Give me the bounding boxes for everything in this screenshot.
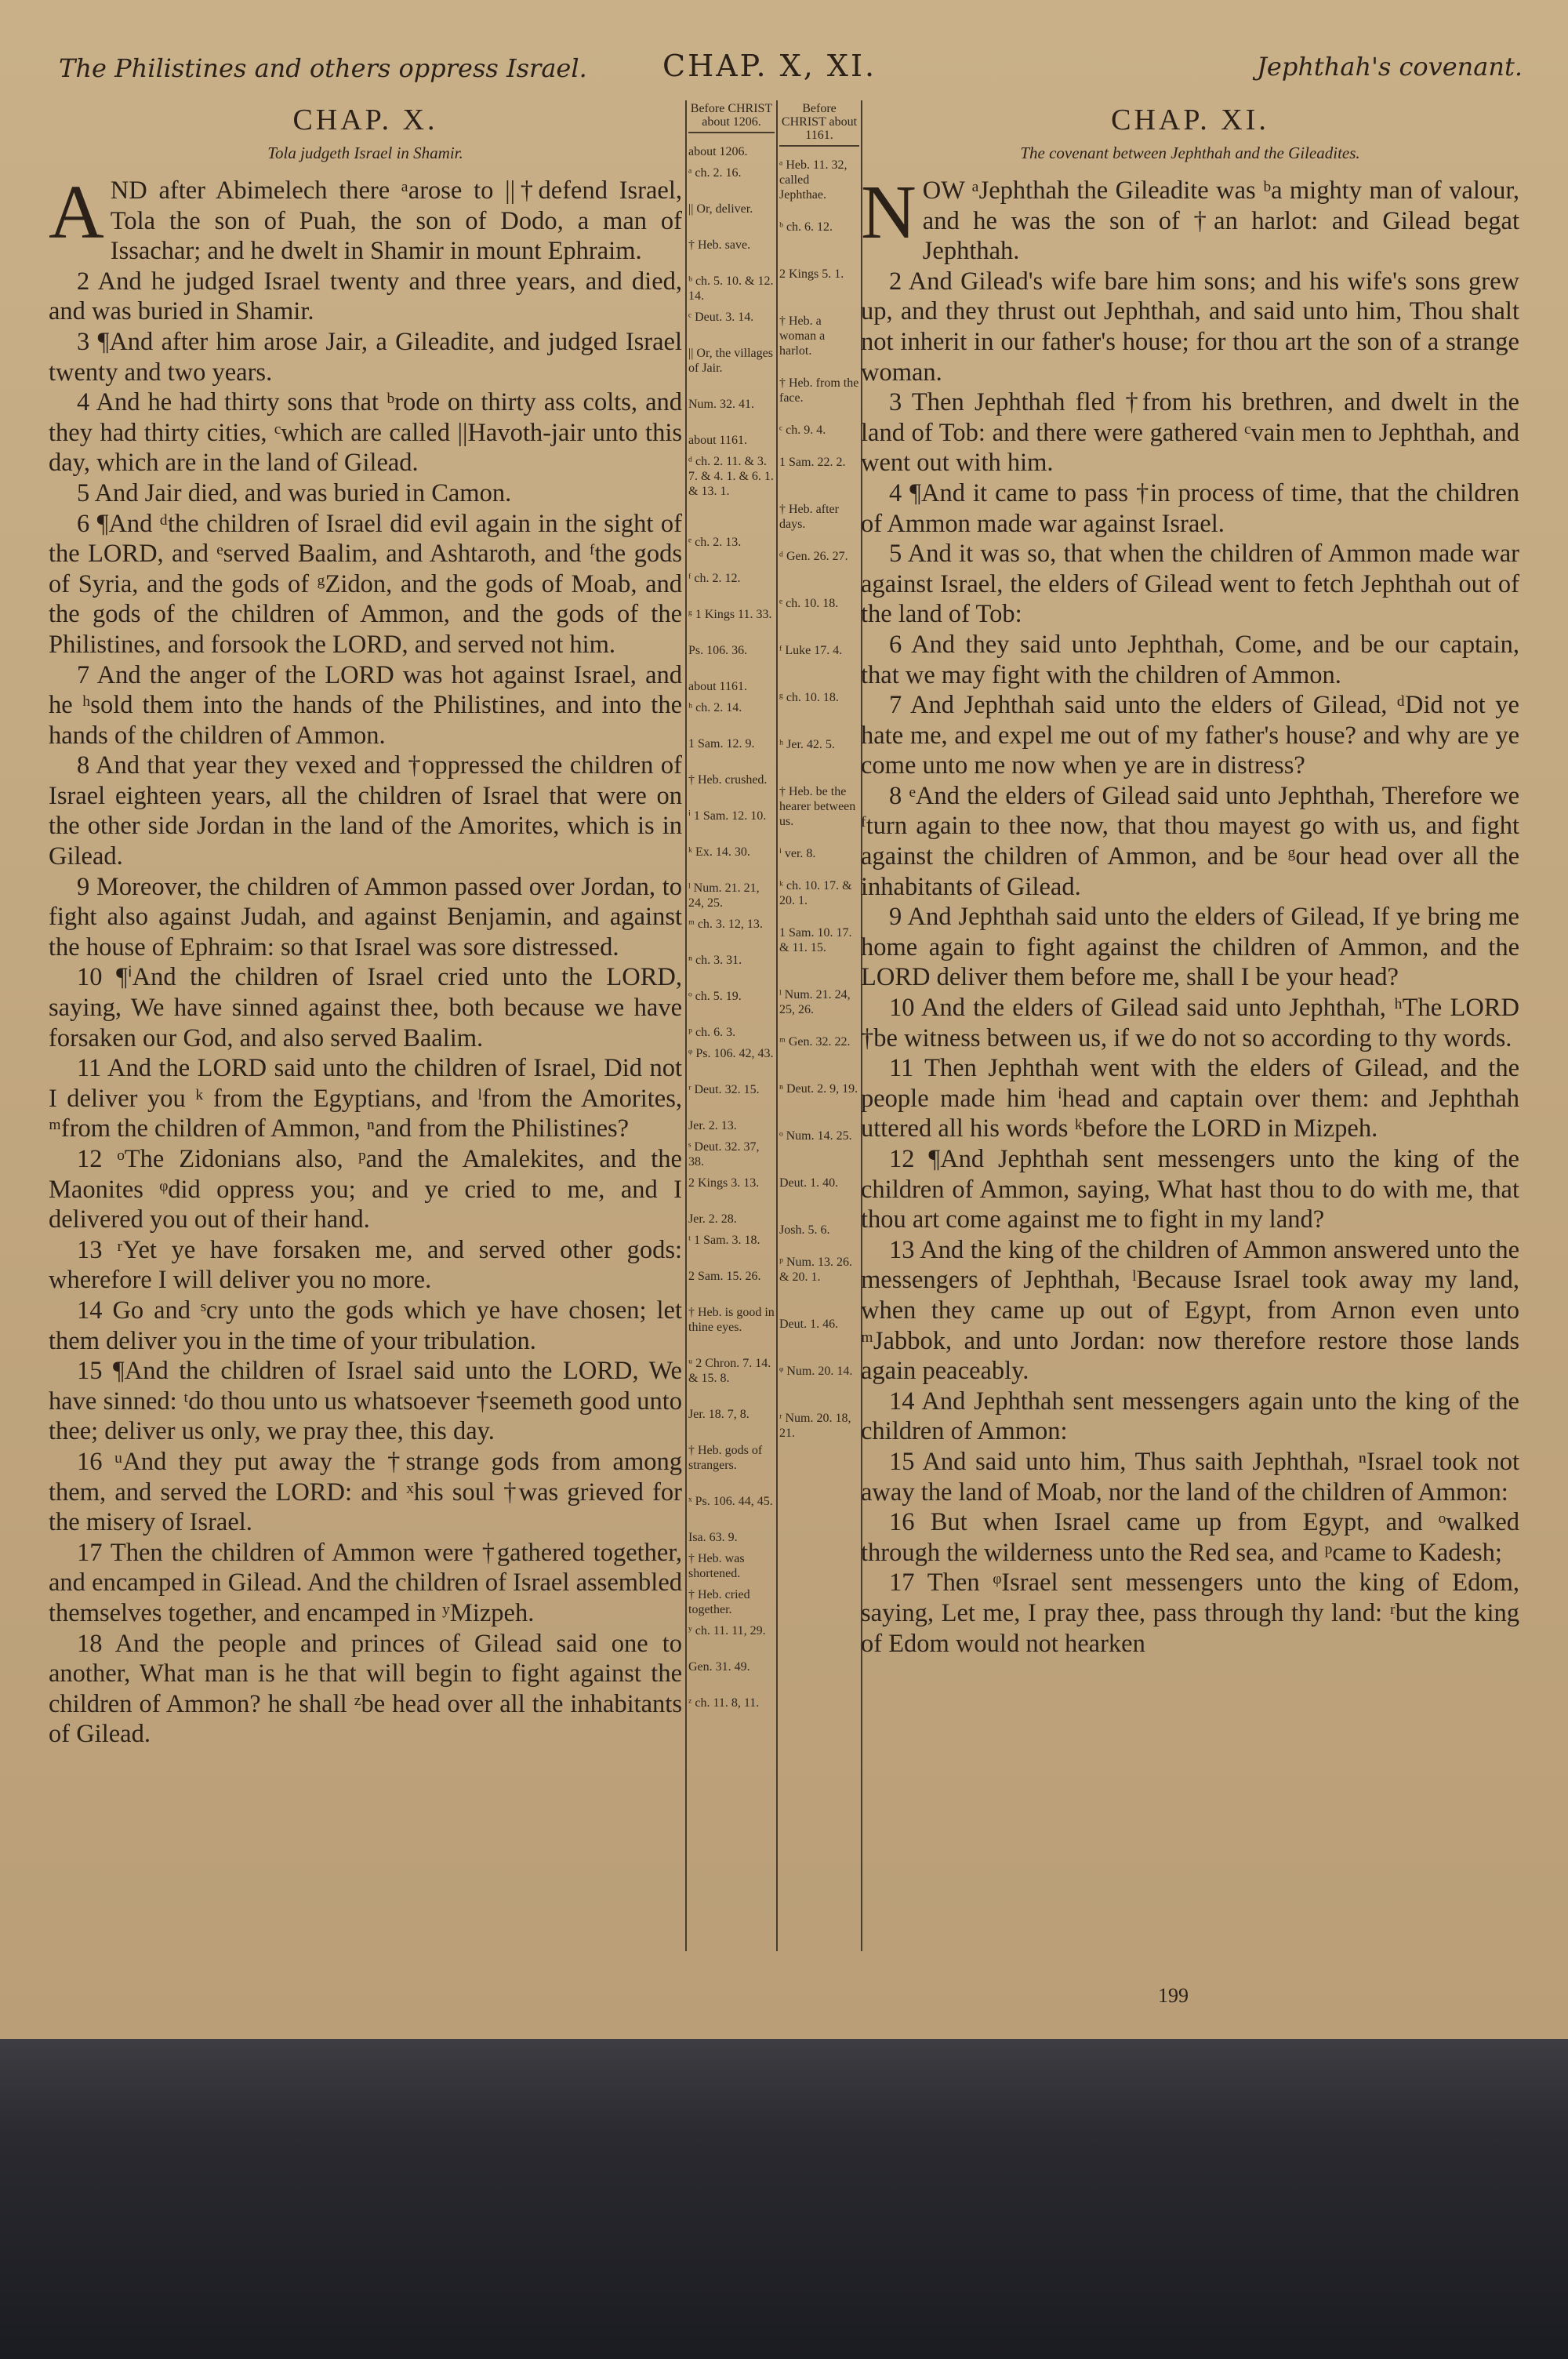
drop-cap: A [49,170,104,255]
verse: 10 And the elders of Gilead said unto Jephthah, ʰThe LORD †be witness between us, if we do not so according to thy words. [861,994,1519,1052]
margin-note: ᵐ Gen. 32. 22. [779,1035,851,1049]
chapter-11-title: CHAP. XI. [1111,104,1269,136]
margin-note: 2 Kings 5. 1. [779,267,844,281]
drop-cap: N [861,170,916,255]
verse: 13 And the king of the children of Ammon answered unto the messengers of Jephthah, ˡBecause Israel took away my land, when they came up out of Egypt, from Arnon even unto ᵐJabbok, and unto Jordan: now therefore restore those lands again peaceably. [861,1235,1519,1386]
verse-text: OW ᵃJephthah the Gileadite was ᵇa mighty man of valour, and he was the son of †an harlot: and Gilead begat Jephthah. [922,176,1519,266]
page-number: 199 [1158,1984,1189,2007]
verse: 5 And Jair died, and was buried in Camon. [77,478,512,507]
margin-note: Ps. 106. 36. [688,644,748,657]
margin-note: ᵇ ch. 5. 10. & 12. 14. [688,274,774,303]
margin-note: ⁿ Deut. 2. 9, 19. [779,1082,858,1096]
margin-note: || Or, the villages of Jair. [688,347,773,375]
verse: 10 ¶ⁱAnd the children of Israel cried unto the LORD, saying, We have sinned against thee, both because we have forsaken our God, and also served Baalim. [49,963,682,1052]
margin-note: ᵏ ch. 10. 17. & 20. 1. [779,879,852,907]
margin-note: ᵘ 2 Chron. 7. 14. & 15. 8. [688,1357,771,1385]
verse: 2 And he judged Israel twenty and three years, and died, and was buried in Shamir. [49,267,682,326]
margin-note: ᶠ Luke 17. 4. [779,644,843,657]
margin-header: Before CHRIST about 1206. [688,102,775,133]
verse: 14 Go and ˢcry unto the gods which ye have chosen; let them deliver you in the time of your tribulation. [49,1296,682,1355]
margin-note: || Or, deliver. [688,202,753,216]
margin-note: ᵒ ch. 5. 19. [688,990,742,1003]
verse: 2 And Gilead's wife bare him sons; and his wife's sons grew up, and they thrust out Jephthah, and said unto him, Thou shalt not inherit in our father's house; for thou art the son of a strange woman. [861,267,1519,387]
background-shadow [0,2039,1568,2359]
chapter-10-column [49,102,682,1750]
margin-note: ᵉ ch. 2. 13. [688,536,742,549]
margin-note: ʰ Jer. 42. 5. [779,738,835,751]
verse: 12 ᵒThe Zidonians also, ᵖand the Amalekites, and the Maonites ᵠdid oppress you; and ye cried to me, and I delivered you out of their hand. [49,1145,682,1234]
margin-note: † Heb. gods of strangers. [688,1444,763,1472]
margin-note: † Heb. is good in thine eyes. [688,1306,775,1334]
margin-note: Isa. 63. 9. [688,1531,738,1544]
chapter-11-column [861,102,1519,1659]
margin-references-left [688,102,775,1710]
verse: 6 And they said unto Jephthah, Come, and be our captain, that we may fight with the children of Ammon. [861,630,1519,689]
margin-note: ᵇ ch. 6. 12. [779,220,833,234]
verse: 4 And he had thirty sons that ᵇrode on thirty ass colts, and they had thirty cities, ᶜwhich are called ||Havoth-jair unto this day, which are in the land of Gilead. [49,388,682,478]
margin-note: ⁱ ver. 8. [779,847,816,860]
verse: 11 Then Jephthah went with the elders of Gilead, and the people made him ⁱhead and captain over them: and Jephthah uttered all his words ᵏbefore the LORD in Mizpeh. [861,1054,1519,1143]
margin-note: about 1161. [688,434,747,447]
verse: 3 ¶And after him arose Jair, a Gileadite, and judged Israel twenty and two years. [49,327,682,387]
margin-note: Jer. 2. 13. [688,1119,737,1132]
margin-note: ᵈ ch. 2. 11. & 3. 7. & 4. 1. & 6. 1. & 13. 1. [688,455,774,498]
verse: 11 And the LORD said unto the children of Israel, Did not I deliver you ᵏ from the Egyptians, and ˡfrom the Amorites, ᵐfrom the children of Ammon, ⁿand from the Philistines? [49,1054,682,1143]
chapter-10-title: CHAP. X. [292,104,438,136]
margin-header: Before CHRIST about 1161. [779,102,859,147]
margin-note: ʳ Num. 20. 18, 21. [779,1412,851,1440]
margin-note: about 1161. [688,680,747,693]
verse: 16 ᵘAnd they put away the †strange gods from among them, and served the LORD: and ˣhis soul †was grieved for the misery of Israel. [49,1447,682,1537]
verse: 7 And Jephthah said unto the elders of Gilead, ᵈDid not ye hate me, and expel me out of my father's house? and why are ye come unto me now when ye are in distress? [861,691,1519,780]
margin-note: ᵠ Num. 20. 14. [779,1365,853,1378]
chapter-10-summary: Tola judgeth Israel in Shamir. [267,144,463,162]
margin-note: ᵖ ch. 6. 3. [688,1026,736,1039]
verse: 13 ʳYet ye have forsaken me, and served other gods: wherefore I will deliver you no more. [49,1235,682,1295]
margin-note: † Heb. be the hearer between us. [779,785,856,828]
margin-note: ˡ Num. 21. 21, 24, 25. [688,881,760,910]
verse: 7 And the anger of the LORD was hot against Israel, and he ʰsold them into the hands of the Philistines, and into the hands of the children of Ammon. [49,660,682,750]
margin-note: 2 Kings 3. 13. [688,1176,760,1190]
margin-note: ⁿ ch. 3. 31. [688,954,742,967]
margin-note: ⁱ 1 Sam. 12. 10. [688,809,767,823]
margin-note: ᶜ ch. 9. 4. [779,423,826,437]
margin-note: † Heb. cried together. [688,1588,750,1616]
running-head-right: Jephthah's covenant. [1257,52,1523,82]
margin-note: 2 Sam. 15. 26. [688,1270,761,1283]
margin-note: ᵃ ch. 2. 16. [688,166,742,180]
margin-note: ᶻ ch. 11. 8, 11. [688,1696,760,1710]
margin-note: † Heb. crushed. [688,773,768,787]
margin-note: ᵖ Num. 13. 26. & 20. 1. [779,1256,852,1284]
column-rule [685,100,687,1951]
margin-note: about 1206. [688,145,748,158]
column-rule [776,100,778,1951]
margin-note: Gen. 31. 49. [688,1660,750,1674]
running-head [0,49,1568,96]
margin-note: ᵃ Heb. 11. 32, called Jephthae. [779,158,848,202]
margin-note: Deut. 1. 46. [779,1318,839,1331]
margin-note: Deut. 1. 40. [779,1176,839,1190]
margin-note: † Heb. from the face. [779,376,859,405]
margin-note: ᵍ ch. 10. 18. [779,691,839,704]
verse: 17 Then ᵠIsrael sent messengers unto the king of Edom, saying, Let me, I pray thee, pass through thy land: ʳbut the king of Edom would not hearken [861,1568,1519,1658]
chapter-11-summary: The covenant between Jephthah and the Gileadites. [1020,144,1360,162]
verse: 18 And the people and princes of Gilead said one to another, What man is he that will begin to fight against the children of Ammon? he shall ᶻbe head over all the inhabitants of Gilead. [49,1629,682,1749]
verse: 15 And said unto him, Thus saith Jephthah, ⁿIsrael took not away the land of Moab, nor the land of the children of Ammon: [861,1447,1519,1507]
margin-note: ᵒ Num. 14. 25. [779,1129,852,1143]
verse: 8 ᵉAnd the elders of Gilead said unto Jephthah, Therefore we ᶠturn again to thee now, that thou mayest go with us, and fight against the children of Ammon, and be ᵍour head over all the inhabitants of Gilead. [861,781,1519,901]
margin-note: ᵏ Ex. 14. 30. [688,845,750,859]
verse: 4 ¶And it came to pass †in process of time, that the children of Ammon made war against Israel. [861,478,1519,538]
verse [49,170,682,267]
margin-note: ˢ Deut. 32. 37, 38. [688,1140,760,1169]
margin-note: ᶜ Deut. 3. 14. [688,311,754,324]
margin-note: 1 Sam. 12. 9. [688,737,755,751]
margin-note: † Heb. a woman a harlot. [779,314,826,358]
margin-note: † Heb. after days. [779,503,839,531]
verse: 17 Then the children of Ammon were †gathered together, and encamped in Gilead. And the children of Israel assembled themselves together, and encamped in ʸMizpeh. [49,1538,682,1627]
margin-note: † Heb. was shortened. [688,1552,745,1580]
margin-note: ʳ Deut. 32. 15. [688,1083,760,1096]
margin-note: ᵉ ch. 10. 18. [779,597,839,610]
verse: 16 But when Israel came up from Egypt, and ᵒwalked through the wilderness unto the Red sea, and ᵖcame to Kadesh; [861,1508,1519,1567]
margin-note: ᵍ 1 Kings 11. 33. [688,608,772,621]
verse: 8 And that year they vexed and †oppressed the children of Israel eighteen years, all the children of Israel that were on the other side Jordan in the land of the Amorites, which is in Gilead. [49,751,682,871]
verse: 9 Moreover, the children of Ammon passed over Jordan, to fight also against Judah, and against Benjamin, and against the house of Ephraim: so that Israel was sore distressed. [49,872,682,961]
margin-note: † Heb. save. [688,238,751,252]
margin-note: Jer. 18. 7, 8. [688,1408,750,1421]
margin-references-right [779,102,859,1440]
margin-note: ʰ ch. 2. 14. [688,701,742,714]
verse: 15 ¶And the children of Israel said unto the LORD, We have sinned: ᵗdo thou unto us whatsoever †seemeth good unto thee; deliver us only, we pray thee, this day. [49,1357,682,1446]
margin-note: 1 Sam. 22. 2. [779,456,846,469]
margin-note: ˡ Num. 21. 24, 25, 26. [779,988,851,1016]
margin-note: ᵈ Gen. 26. 27. [779,550,848,563]
margin-note: ʸ ch. 11. 11, 29. [688,1624,766,1637]
verse: 3 Then Jephthah fled †from his brethren, and dwelt in the land of Tob: and there were gathered ᶜvain men to Jephthah, and went out with him. [861,388,1519,478]
margin-note: 1 Sam. 10. 17. & 11. 15. [779,926,852,954]
running-head-left: The Philistines and others oppress Israel. [59,53,587,83]
verse-text: ND after Abimelech there ᵃarose to ||†defend Israel, Tola the son of Puah, the son of Dodo, a man of Issachar; and he dwelt in Shamir in mount Ephraim. [110,176,682,266]
verse: 5 And it was so, that when the children of Ammon made war against Israel, the elders of Gilead went to fetch Jephthah out of the land of Tob: [861,540,1519,629]
margin-note: Josh. 5. 6. [779,1223,830,1237]
margin-note: ˣ Ps. 106. 44, 45. [688,1495,773,1508]
margin-note: ᵠ Ps. 106. 42, 43. [688,1047,774,1060]
verse: 14 And Jephthah sent messengers again unto the king of the children of Ammon: [861,1387,1519,1446]
verse: 6 ¶And ᵈthe children of Israel did evil again in the sight of the LORD, and ᵉserved Baalim, and Ashtaroth, and ᶠthe gods of Syria, and the gods of ᵍZidon, and the gods of Moab, and the gods of the children of Ammon, and the gods of the Philistines, and forsook the LORD, and served not him. [49,509,682,659]
verse [861,170,1519,267]
verse: 12 ¶And Jephthah sent messengers unto the king of the children of Ammon, saying, What hast thou to do with me, that thou art come against me to fight in my land? [861,1145,1519,1234]
verse: 9 And Jephthah said unto the elders of Gilead, If ye bring me home again to fight against the children of Ammon, and the LORD deliver them before me, shall I be your head? [861,903,1519,992]
margin-note: ᵐ ch. 3. 12, 13. [688,918,763,931]
margin-note: Num. 32. 41. [688,398,754,411]
running-head-center: CHAP. X, XI. [662,49,877,83]
margin-note: ᵗ 1 Sam. 3. 18. [688,1234,760,1247]
margin-note: ᶠ ch. 2. 12. [688,572,741,585]
margin-note: Jer. 2. 28. [688,1212,737,1226]
